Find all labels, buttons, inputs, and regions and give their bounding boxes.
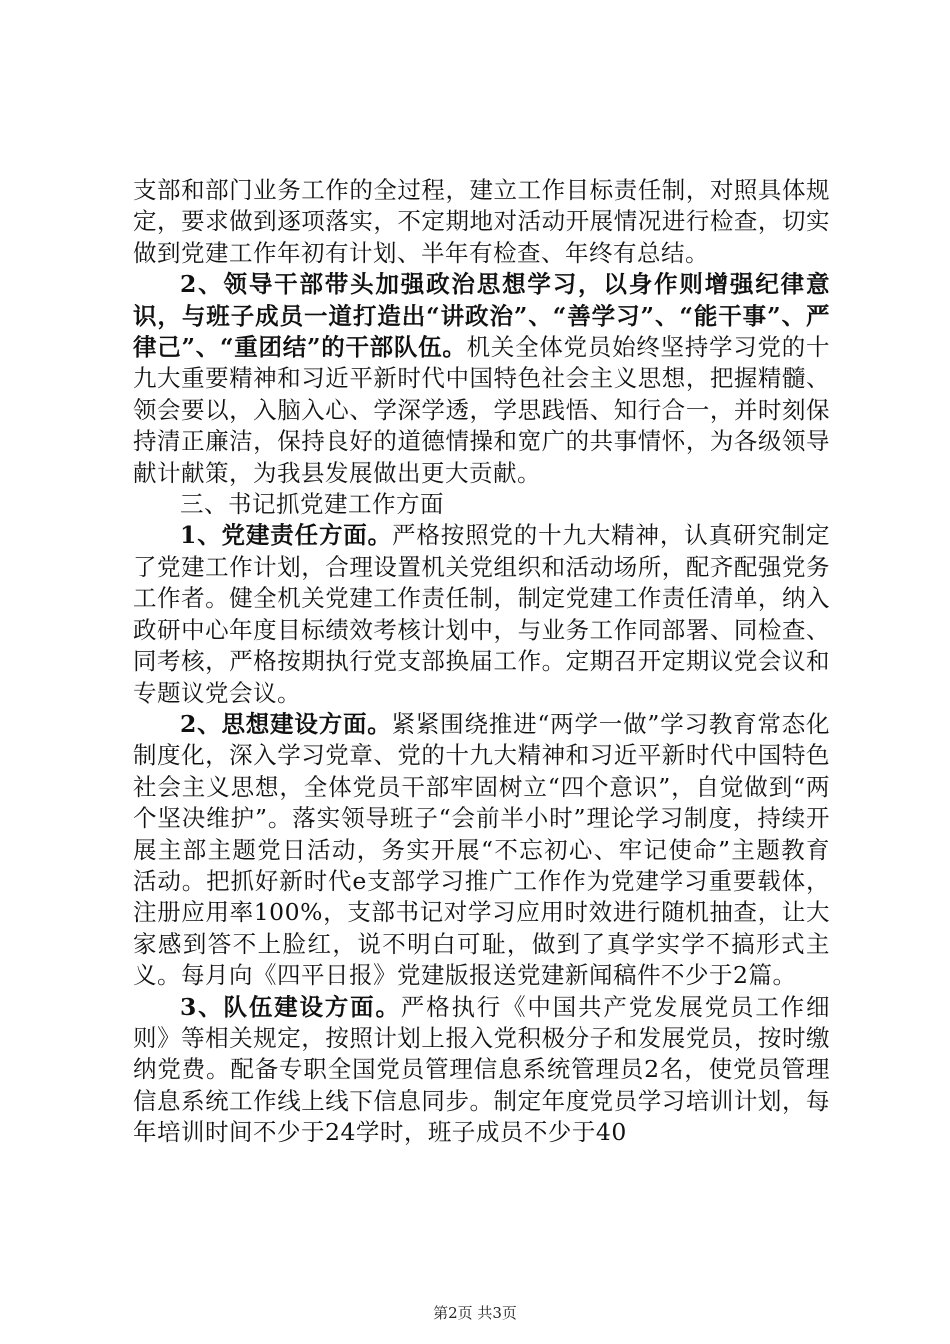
section-heading-text: 三、书记抓党建工作方面 [180, 490, 444, 519]
paragraph-text: 严格执行《中国共产党发展党员工作细则》等相关规定，按照计划上报入党积极分子和发展党员，按时缴纳党费。配备专职全国党员管理信息系统管理员2名，使党员管理信息系统工作线上线下信息同步。制定年度党员学习培训计划，每年培训时间不少于24学时，班子成员不少于40 [133, 992, 831, 1147]
paragraph-lead: 2、领导干部带头加强政治思想学习，以身作则增强纪律意识，与班子成员一道打造出“讲政治”、“善学习”、“能干事”、严律己”、“重团结”的干部队伍。 [133, 270, 830, 362]
page-number: 第2页 共3页 [433, 1304, 517, 1322]
paragraph-ideology-building [133, 709, 830, 992]
paragraph-continuation [133, 175, 830, 269]
paragraph-lead: 1、党建责任方面。 [180, 521, 393, 550]
paragraph-team-building [133, 992, 830, 1149]
page-footer [0, 1302, 950, 1323]
paragraph-leader-study [133, 269, 830, 489]
document-body [133, 175, 830, 1149]
paragraph-text: 机关全体党员始终坚持学习党的十九大重要精神和习近平新时代中国特色社会主义思想，把握精髓、领会要以，入脑入心、学深学透，学思践悟、知行合一，并时刻保持清正廉洁，保持良好的道德情操和宽广的共事情怀，为各级领导献计献策，为我县发展做出更大贡献。 [133, 333, 830, 487]
paragraph-party-responsibility [133, 520, 830, 708]
paragraph-lead: 3、队伍建设方面。 [180, 992, 401, 1021]
section-heading [133, 489, 830, 520]
paragraph-text: 严格按照党的十九大精神，认真研究制定了党建工作计划，合理设置机关党组织和活动场所，配齐配强党务工作者。健全机关党建工作责任制，制定党建工作责任清单，纳入政研中心年度目标绩效考核计划中，与业务工作同部署、同检查、同考核，严格按期执行党支部换届工作。定期召开定期议党会议和专题议党会议。 [133, 521, 830, 707]
paragraph-lead: 2、思想建设方面。 [180, 709, 392, 738]
paragraph-text: 支部和部门业务工作的全过程，建立工作目标责任制，对照具体规定，要求做到逐项落实，不定期地对活动开展情况进行检查，切实做到党建工作年初有计划、半年有检查、年终有总结。 [133, 176, 830, 267]
paragraph-text: 紧紧围绕推进“两学一做”学习教育常态化制度化，深入学习党章、党的十九大精神和习近平新时代中国特色社会主义思想，全体党员干部牢固树立“四个意识”，自觉做到“两个坚决维护”。落实领导班子“会前半小时”理论学习制度，持续开展主部主题党日活动，务实开展“不忘初心、牢记使命”主题教育活动。把抓好新时代e支部学习推广工作作为党建学习重要载体，注册应用率100%，支部书记对学习应用时效进行随机抽查，让大家感到答不上脸红，说不明白可耻，做到了真学实学不搞形式主义。每月向《四平日报》党建版报送党建新闻稿件不少于2篇。 [133, 709, 830, 990]
